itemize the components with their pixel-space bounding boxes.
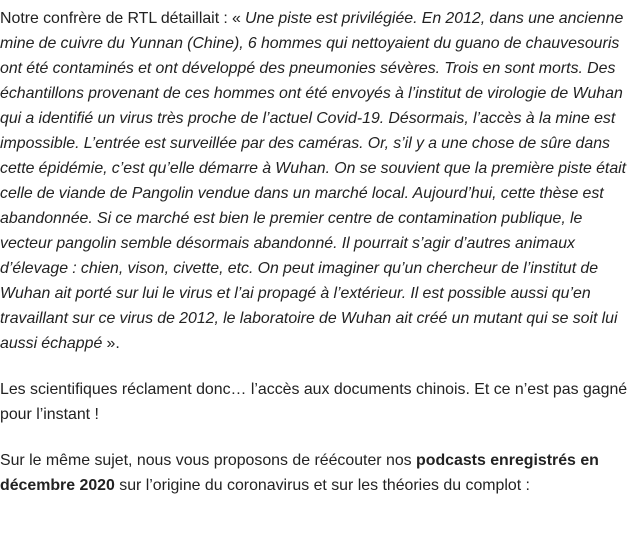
quote-outro: ». (102, 335, 120, 352)
article-body (0, 6, 628, 519)
quote-text: Une piste est privilégiée. En 2012, dans une ancienne mine de cuivre du Yunnan (Chine), 6 hommes qui nettoyaient du guano de chauvesouris ont été contaminés et ont développé des pneumonies sévères. Trois en sont morts. Des échantillons provenant de ces hommes ont été envoyés à l’institut de virologie de Wuhan qui a identifié un virus très proche de l’actuel Covid-19. Désormais, l’accès à la mine est impossible. L’entrée est surveillée par des caméras. Or, s’il y a une chose de sûre dans cette épidémie, c’est qu’elle démarre à Wuhan. On se souvient que la première piste était celle de viande de Pangolin vendue dans un marché local. Aujourd’hui, cette thèse est abandonnée. Si ce marché est bien le premier centre de contamination publique, le vecteur pangolin semble désormais abandonné. Il pourrait s’agir d’autres animaux d’élevage : chien, vison, civette, etc. On peut imaginer qu’un chercheur de l’institut de Wuhan ait porté sur lui le virus et l’ai propagé à l’extérieur. Il est possible aussi qu’en travaillant sur ce virus de 2012, le laboratoire de Wuhan ait créé un mutant qui se soit lui aussi échappé (0, 10, 627, 352)
podcasts-text-after: sur l’origine du coronavirus et sur les théories du complot : (114, 477, 530, 494)
quote-intro: Notre confrère de RTL détaillait : « (0, 10, 246, 27)
podcasts-text-before: Sur le même sujet, nous vous proposons de réécouter nos (0, 452, 417, 469)
paragraph-podcasts (0, 448, 628, 498)
podcasts-highlight: podcasts enregistrés en décembre 2020 (0, 452, 599, 494)
paragraph-scientists: Les scientifiques réclament donc… l’accès aux documents chinois. Et ce n’est pas gagné pour l’instant ! (0, 381, 628, 423)
paragraph-rtl-quote (0, 6, 628, 356)
